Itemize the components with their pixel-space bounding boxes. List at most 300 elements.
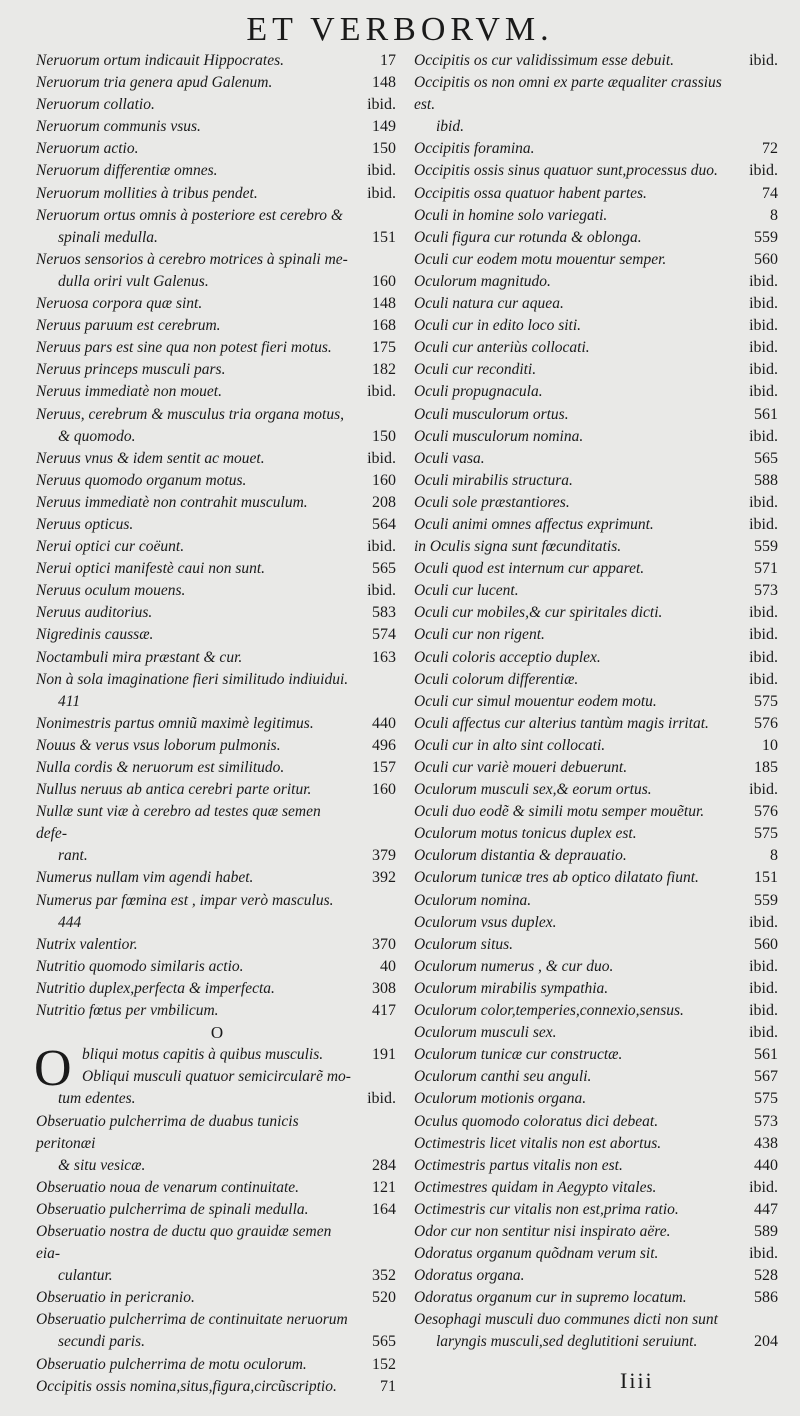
page-reference: 160 [372,781,396,799]
entry-text: Neruus princeps musculi pars. [36,361,226,379]
index-entry [414,779,780,801]
page-reference: 160 [372,272,396,290]
entry-text: 411 [58,692,81,710]
page-reference: ibid. [367,582,396,600]
index-entry [36,779,398,801]
entry-text: Oculorum musculi sex,& eorum ortus. [414,781,652,799]
index-entry [36,1309,398,1331]
entry-text: Neruorum differentiæ omnes. [36,162,218,180]
entry-text: Obseruatio pulcherrima de motu oculorum. [36,1355,307,1373]
entry-text: Neruorum actio. [36,140,139,158]
index-entry [414,426,780,448]
entry-text: Nonimestris partus omniũ maximè legitimus. [36,714,314,732]
entry-text: Nerui optici cur coëunt. [36,538,185,556]
entry-text: Oculi propugnacula. [414,383,543,401]
index-entry [36,713,398,735]
entry-text: Oculorum motus tonicus duplex est. [414,825,637,843]
page-reference: 379 [372,847,396,865]
entry-text: Oculi cur anteriùs collocati. [414,339,590,357]
entry-text: Nulla cordis & neruorum est similitudo. [36,759,285,776]
entry-text: secundi paris. [58,1333,145,1351]
index-entry [414,1111,780,1133]
index-entry [36,1221,398,1265]
index-entry [414,337,780,359]
index-entry [36,116,398,138]
entry-text: Neruosa corpora quæ sint. [36,295,203,313]
entry-text: Neruus paruum est cerebrum. [36,317,221,335]
entry-text: Oculi cur variè moueri debuerunt. [414,759,628,776]
index-entry [36,647,398,669]
entry-text: Octimestres quidam in Aegypto vitales. [414,1178,657,1196]
page-reference: ibid. [749,957,778,975]
entry-text: Oculorum distantia & deprauatio. [414,847,627,865]
index-entry [36,867,398,889]
entry-text: Occipitis ossis sinus quatuor sunt,processus duo. [414,162,718,180]
entry-text: Oculi natura cur aquea. [414,295,564,313]
page-reference: 573 [754,1112,778,1130]
page-reference: 438 [754,1134,778,1152]
index-entry [36,1265,398,1287]
index-entry [414,50,780,72]
page-reference: 163 [372,648,396,666]
page-reference: 151 [754,869,778,887]
page-reference: 573 [754,582,778,600]
index-entry [414,757,780,779]
entry-text: Neruorum ortum indicauit Hippocrates. [36,52,284,69]
index-entry [36,183,398,205]
page-reference: ibid. [749,1002,778,1020]
entry-text: Neruos sensorios à cerebro motrices à spinali me- [36,250,348,268]
index-entry [36,1177,398,1199]
index-entry [414,691,780,713]
index-entry [36,845,398,867]
index-entry [414,271,780,293]
index-entry [414,138,780,160]
index-entry [414,801,780,823]
entry-text: Neruorum mollities à tribus pendet. [36,184,258,202]
entry-text: Occipitis os cur validissimum esse debuit. [414,52,675,69]
page-reference: 528 [754,1267,778,1285]
index-entry [36,1354,398,1376]
entry-text: Neruorum tria genera apud Galenum. [36,74,273,92]
entry-text: rant. [58,847,88,865]
index-entry [36,1111,398,1155]
entry-text: Oculorum magnitudo. [414,272,551,290]
entry-text: Nullæ sunt viæ à cerebro ad testes quæ semen defe- [36,803,321,843]
index-entry [36,381,398,403]
index-entry [414,72,780,116]
index-entry [36,1287,398,1309]
page-reference: 576 [754,714,778,732]
page-reference: 121 [372,1178,396,1196]
right-entries [414,50,780,1354]
index-entry [36,138,398,160]
page-reference: 571 [754,560,778,578]
index-entry [36,691,398,713]
entry-text: Oesophagi musculi duo communes dicti non sunt [414,1311,718,1329]
page-reference: ibid. [749,1024,778,1042]
entry-text: laryngis musculi,sed deglutitioni seruiunt. [436,1333,698,1351]
page-reference: 10 [762,736,778,754]
index-entry [36,514,398,536]
entry-text: Oculi cur non rigent. [414,626,545,644]
page-reference: 417 [372,1002,396,1020]
index-entry [414,404,780,426]
index-entry [36,293,398,315]
page-reference: ibid. [749,427,778,445]
page-reference: 575 [754,825,778,843]
index-entry [414,448,780,470]
entry-text: tum edentes. [58,1090,136,1108]
entry-text: spinali medulla. [58,228,158,246]
index-entry [414,978,780,1000]
page-reference: ibid. [749,52,778,69]
entry-text: Oculorum vsus duplex. [414,913,557,931]
entry-text: in Oculis signa sunt fœcunditatis. [414,538,622,556]
page-reference: 560 [754,935,778,953]
page-reference: ibid. [749,162,778,180]
entry-text: Oculi animi omnes affectus exprimunt. [414,515,654,533]
page-reference: 168 [372,317,396,335]
page-reference: 583 [372,604,396,622]
index-entry [414,1331,780,1353]
entry-text: Oculorum musculi sex. [414,1024,557,1042]
page-reference: 564 [372,515,396,533]
left-entries [36,50,398,1022]
entry-text: Oculi affectus cur alterius tantùm magis irritat. [414,714,709,732]
index-entry [414,359,780,381]
index-entry [414,1044,780,1066]
index-entry [414,116,780,138]
entry-text: culantur. [58,1267,113,1285]
entry-text: Neruorum collatio. [36,96,155,114]
index-entry [36,1376,398,1398]
page-reference: ibid. [367,96,396,114]
entry-text: Oculi cur eodem motu mouentur semper. [414,250,667,268]
page-reference: ibid. [749,648,778,666]
page-reference: ibid. [749,317,778,335]
index-entry [36,757,398,779]
entry-text: Oculi cur mobiles,& cur spiritales dicti. [414,604,663,622]
page-reference: ibid. [749,295,778,313]
index-entry [36,890,398,912]
index-entry [414,1133,780,1155]
index-entry [36,801,398,845]
entry-text: Odoratus organa. [414,1267,525,1285]
left-column [36,50,398,1398]
index-entry [36,359,398,381]
page-reference: 565 [372,560,396,578]
index-entry [36,448,398,470]
entry-text: Oculi sole præstantiores. [414,493,570,511]
signature-mark: Iiii [620,1368,654,1393]
entry-text: Neruus immediatè non contrahit musculum. [36,493,308,511]
entry-text: & situ vesicæ. [58,1156,146,1174]
entry-text: Neruus quomodo organum motus. [36,471,247,489]
index-entry [414,890,780,912]
page-reference: ibid. [749,383,778,401]
page-reference: ibid. [749,626,778,644]
page-reference: 17 [380,52,396,69]
index-entry [414,845,780,867]
index-entry [36,1155,398,1177]
entry-text: Oculi cur simul mouentur eodem motu. [414,692,657,710]
entry-text: 444 [58,913,82,931]
index-entry [36,94,398,116]
page-reference: 152 [372,1355,396,1373]
index-entry [36,1000,398,1022]
o-entries [34,1040,398,1398]
entry-text: Nigredinis caussæ. [36,626,154,644]
entry-text: Octimestris partus vitalis non est. [414,1156,623,1174]
index-entry [414,1287,780,1309]
index-entry [36,315,398,337]
page-reference: 520 [372,1289,396,1307]
entry-text: Neruus immediatè non mouet. [36,383,222,401]
entry-text: Oculorum color,temperies,connexio,sensus. [414,1002,684,1020]
entry-text: Nutrix valentior. [36,935,138,953]
entry-text: Oculorum canthi seu anguli. [414,1068,592,1086]
entry-text: Oculi quod est internum cur apparet. [414,560,645,578]
index-entry [414,1022,780,1044]
page-reference: 157 [372,759,396,776]
page-reference: ibid. [749,604,778,622]
entry-text: Occipitis foramina. [414,140,535,158]
entry-text: Obseruatio pulcherrima de duabus tunicis peritonæi [36,1112,299,1152]
entry-text: Oculus quomodo coloratus dici debeat. [414,1112,659,1130]
page-reference: 575 [754,1090,778,1108]
index-entry [414,381,780,403]
page-reference: ibid. [749,781,778,799]
page-reference: ibid. [367,184,396,202]
page-reference: ibid. [749,272,778,290]
page-reference: 182 [372,361,396,379]
page-reference: 575 [754,692,778,710]
entry-text: Nutritio fœtus per vmbilicum. [36,1002,219,1020]
index-entry [414,1066,780,1088]
page-reference: 565 [372,1333,396,1351]
page-reference: 150 [372,427,396,445]
entry-text: Oculi figura cur rotunda & oblonga. [414,228,642,246]
entry-text: Neruorum ortus omnis à posteriore est cerebro & [36,206,343,224]
entry-text: Odor cur non sentitur nisi inspirato aëre. [414,1222,671,1240]
entry-text: Obseruatio in pericranio. [36,1289,195,1307]
page-reference: 440 [754,1156,778,1174]
entry-text: Oculi mirabilis structura. [414,471,573,489]
page-reference: 559 [754,891,778,909]
entry-text: Obseruatio nostra de ductu quo grauidæ semen eia- [36,1222,332,1263]
index-entry [36,404,398,426]
entry-text: Numerus nullam vim agendi habet. [36,869,254,887]
entry-text: Oculi cur in alto sint collocati. [414,736,606,754]
index-entry [414,558,780,580]
page-reference: 559 [754,228,778,246]
entry-text: Occipitis ossis nomina,situs,figura,circũscriptio. [36,1377,337,1395]
page-reference: 370 [372,935,396,953]
entry-text: Oculi cur lucent. [414,582,519,600]
entry-text: Nutritio quomodo similaris actio. [36,957,244,975]
entry-text: Oculi coloris acceptio duplex. [414,648,601,666]
index-entry [414,1243,780,1265]
entry-text: Octimestris licet vitalis non est abortus. [414,1134,662,1152]
page-reference: 567 [754,1068,778,1086]
entry-text: Odoratus organum cur in supremo locatum. [414,1289,687,1307]
index-entry [36,934,398,956]
entry-text: Oculi duo eodẽ & simili motu semper mouẽtur. [414,803,705,821]
page-reference: 308 [372,979,396,997]
index-entry [414,492,780,514]
entry-text: Numerus par fœmina est , impar verò masculus. [36,891,334,909]
index-entry [414,580,780,602]
drop-capital: O [34,1040,72,1098]
page-reference: 586 [754,1289,778,1307]
entry-text: bliqui motus capitis à quibus musculis. [82,1046,324,1064]
page-reference: 149 [372,118,396,136]
page-reference: 151 [372,228,396,246]
index-entry [414,624,780,646]
page-reference: 185 [754,759,778,776]
entry-text: Oculorum nomina. [414,891,532,909]
index-entry [36,426,398,448]
index-entry [414,1177,780,1199]
entry-text: Oculi vasa. [414,449,485,467]
page-reference: 40 [380,957,396,975]
page-reference: 447 [754,1200,778,1218]
index-entry [414,183,780,205]
index-entry [414,867,780,889]
page-reference: ibid. [749,1178,778,1196]
page-reference: 175 [372,339,396,357]
index-entry [414,249,780,271]
index-entry [36,1331,398,1353]
entry-text: Neruus, cerebrum & musculus tria organa motus, [36,405,344,423]
page-reference: ibid. [749,979,778,997]
page-reference: 191 [372,1046,396,1064]
page-reference: 561 [754,1046,778,1064]
entry-text: Oculi musculorum nomina. [414,427,584,445]
index-entry [414,735,780,757]
page-reference: ibid. [367,383,396,401]
page-reference: 8 [770,847,778,865]
running-header: ET VERBORVM. [246,11,554,48]
index-entry [36,912,398,934]
index-entry [414,205,780,227]
entry-text: ibid. [436,118,464,136]
page-reference: 589 [754,1222,778,1240]
index-entry [414,912,780,934]
index-entry [36,1088,398,1110]
page-reference: 150 [372,140,396,158]
entry-text: Oculorum motionis organa. [414,1090,587,1108]
entry-text: dulla oriri vult Galenus. [58,272,209,290]
page-reference: ibid. [367,449,396,467]
index-entry [414,669,780,691]
entry-text: Nouus & verus vsus loborum pulmonis. [36,736,281,754]
page-reference: ibid. [749,913,778,931]
index-entry [36,72,398,94]
page-reference: ibid. [749,493,778,511]
page-reference: ibid. [749,339,778,357]
entry-text: & quomodo. [58,427,136,445]
entry-text: Nerui optici manifestè caui non sunt. [36,560,266,578]
entry-text: Octimestris cur vitalis non est,prima ratio. [414,1200,679,1218]
page-reference: 8 [770,206,778,224]
entry-text: Obseruatio pulcherrima de continuitate neruorum [36,1311,348,1329]
index-entry [414,1155,780,1177]
index-entry [414,1088,780,1110]
index-entry [36,492,398,514]
page-reference: 392 [372,869,396,887]
page-reference: ibid. [749,515,778,533]
index-entry [414,934,780,956]
index-entry [414,713,780,735]
entry-text: Nutritio duplex,perfecta & imperfecta. [36,979,275,997]
index-entry [36,470,398,492]
entry-text: Obseruatio noua de venarum continuitate. [36,1178,300,1196]
index-entry [36,50,398,72]
index-entry [414,1199,780,1221]
page-reference: 574 [372,626,396,644]
entry-text: Obliqui musculi quatuor semicircularẽ mo- [82,1068,351,1086]
index-entry [414,602,780,624]
page-reference: 565 [754,449,778,467]
entry-text: Noctambuli mira præstant & cur. [36,648,243,666]
index-entry [414,160,780,182]
index-entry [36,558,398,580]
entry-text: Occipitis os non omni ex parte æqualiter crassius est. [414,74,722,114]
page-reference: 74 [762,184,778,202]
page-reference: 559 [754,538,778,556]
page-reference: ibid. [367,1090,396,1108]
index-entry [414,956,780,978]
entry-text: Neruus vnus & idem sentit ac mouet. [36,449,265,467]
index-entry [414,647,780,669]
page-reference: 164 [372,1200,396,1218]
entry-text: Neruus opticus. [36,515,134,533]
o-section [34,1040,398,1398]
page-reference: 352 [372,1267,396,1285]
entry-text: Occipitis ossa quatuor habent partes. [414,184,647,202]
page-reference: 576 [754,803,778,821]
index-entry [36,602,398,624]
index-entry [36,978,398,1000]
page-reference: ibid. [749,361,778,379]
page-reference: 560 [754,250,778,268]
page-reference: 72 [762,140,778,158]
entry-text: Nullus neruus ab antica cerebri parte oritur. [36,781,312,799]
page-reference: 284 [372,1156,396,1174]
page-reference: 208 [372,493,396,511]
index-entry [36,580,398,602]
index-entry [414,1309,780,1331]
index-entry [36,205,398,227]
index-entry [414,1000,780,1022]
index-entry [36,1199,398,1221]
entry-text: Oculi cur in edito loco siti. [414,317,582,335]
page-reference: 204 [754,1333,778,1351]
page-reference: 561 [754,405,778,423]
entry-text: Oculorum situs. [414,935,514,953]
entry-text: Obseruatio pulcherrima de spinali medulla. [36,1200,309,1218]
entry-text: Neruus oculum mouens. [36,582,186,600]
entry-text: Oculi in homine solo variegati. [414,206,608,224]
page-reference: 440 [372,714,396,732]
index-entry [414,514,780,536]
index-entry [36,669,398,691]
index-entry [36,1066,398,1088]
index-entry [414,227,780,249]
index-entry [36,160,398,182]
